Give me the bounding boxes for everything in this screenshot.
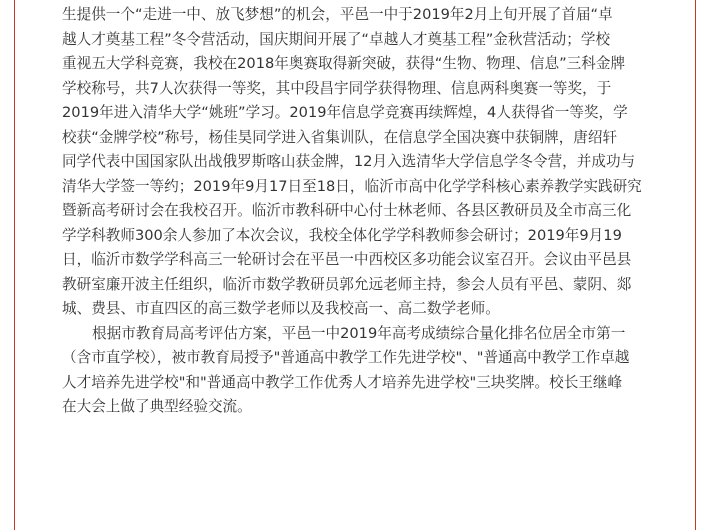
text-line: 城、费县、市直四区的高三数学老师以及我校高一、高二数学老师。 bbox=[62, 300, 500, 317]
text-line: 重视五大学科竞赛，我校在2018年奥赛取得新突破，获得“生物、物理、信息”三科金牌 bbox=[62, 55, 626, 72]
article-body bbox=[62, 0, 678, 420]
left-border-line bbox=[14, 0, 15, 530]
text-line: 校获“金牌学校”称号，杨佳昊同学进入省集训队，在信息学全国决赛中获铜牌，唐绍轩 bbox=[62, 128, 618, 146]
text-line: 学学科教师300余人参加了本次会议，我校全体化学学科教师参会研讨；2019年9月19 bbox=[62, 226, 622, 244]
text-line: 生提供一个“走进一中、放飞梦想”的机会，平邑一中于2019年2月上旬开展了首届“卓 bbox=[62, 6, 613, 23]
text-line: 日，临沂市数学学科高三一轮研讨会在平邑一中西校区多功能会议室召开。会议由平邑县 bbox=[62, 251, 632, 268]
text-line: 根据市教育局高考评估方案，平邑一中2019年高考成绩综合量化排名位居全市第一 bbox=[92, 324, 626, 342]
text-line: 暨新高考研讨会在我校召开。临沂市教科研中心付士林老师、各县区教研员及全市高三化 bbox=[62, 202, 632, 219]
text-line: 清华大学签一等约；2019年9月17日至18日，临沂市高中化学学科核心素养教学实践研究 bbox=[62, 177, 642, 195]
text-line: 同学代表中国国家队出战俄罗斯喀山获金牌，12月入选清华大学信息学冬令营，并成功与 bbox=[62, 153, 636, 170]
text-line: 教研室廉开波主任组织，临沂市数学教研员郭允远老师主持，参会人员有平邑、蒙阴、郯 bbox=[62, 275, 632, 293]
text-line: （含市直学校），被市教育局授予"普通高中教学工作先进学校"、"普通高中教学工作卓越 bbox=[62, 349, 630, 366]
text-line: 在大会上做了典型经验交流。 bbox=[62, 398, 252, 415]
text-line: 学校称号，共7人次获得一等奖，其中段昌宇同学获得物理、信息两科奥赛一等奖，于 bbox=[62, 79, 612, 97]
paragraph-2 bbox=[62, 322, 678, 420]
right-border-line bbox=[695, 0, 696, 530]
text-line: 2019年进入清华大学“姚班”学习。2019年信息学竞赛再续辉煌，4人获得省一等奖，学 bbox=[62, 104, 628, 121]
paragraph-1 bbox=[62, 3, 678, 322]
text-line: 人才培养先进学校"和"普通高中教学工作优秀人才培养先进学校"三块奖牌。校长王继峰 bbox=[62, 373, 623, 391]
text-line: 越人才奠基工程”冬令营活动，国庆期间开展了“卓越人才奠基工程”金秋营活动；学校 bbox=[62, 30, 611, 48]
